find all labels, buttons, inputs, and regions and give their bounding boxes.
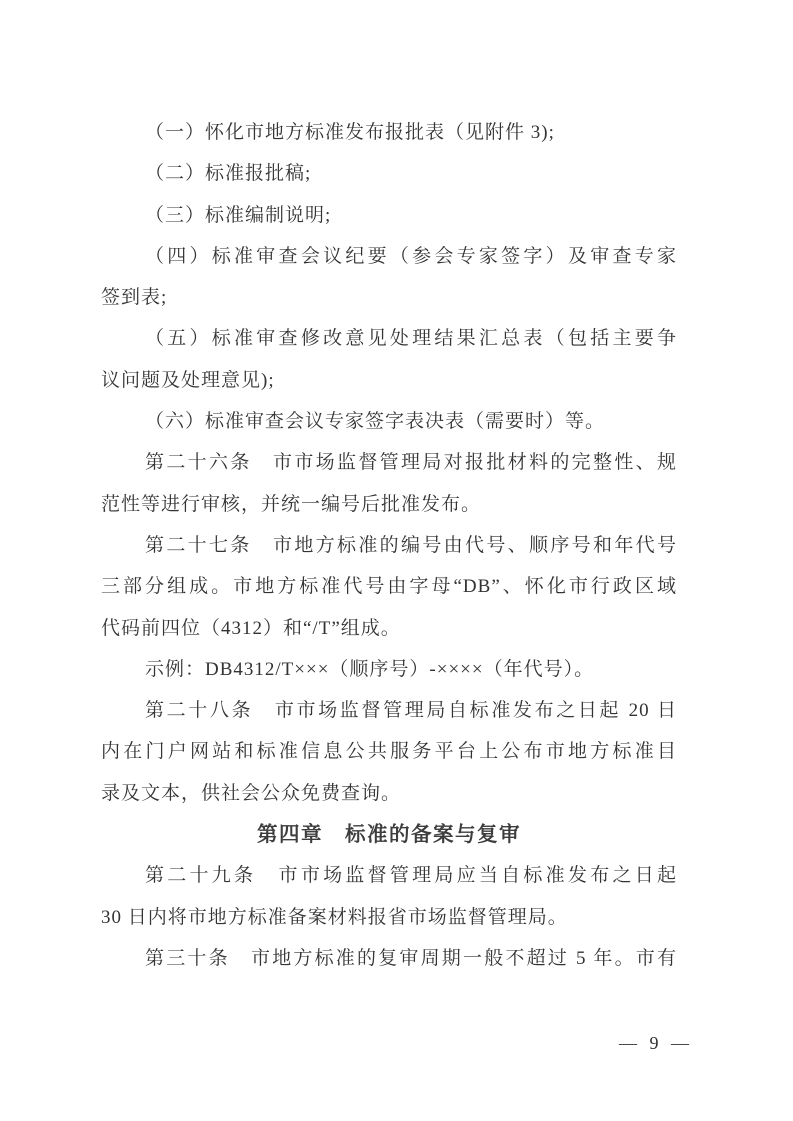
text-line-item-3: （三）标准编制说明;	[145, 204, 332, 226]
text-line-item-4-cont: 签到表;	[101, 287, 168, 309]
text-line-item-2: （二）标准报批稿;	[145, 163, 312, 185]
text-line-article-30: 第三十条 市地方标准的复审周期一般不超过 5 年。市有	[145, 947, 677, 969]
text-line-article-26: 第二十六条 市市场监督管理局对报批材料的完整性、规	[145, 452, 677, 474]
text-line-item-1: （一）怀化市地方标准发布报批表（见附件 3);	[145, 122, 555, 143]
text-line-item-6: （六）标准审查会议专家签字表决表（需要时）等。	[145, 411, 606, 433]
text-line-article-28: 第二十八条 市市场监督管理局自标准发布之日起 20 日	[145, 700, 677, 722]
text-line-item-5: （五）标准审查修改意见处理结果汇总表（包括主要争	[145, 328, 677, 350]
text-line-article-29-cont: 30 日内将市地方标准备案材料报省市场监督管理局。	[101, 906, 568, 928]
text-line-item-5-cont: 议问题及处理意见);	[101, 369, 275, 391]
text-line-article-26-cont: 范性等进行审核，并统一编号后批准发布。	[101, 493, 482, 515]
text-line-article-29: 第二十九条 市市场监督管理局应当自标准发布之日起	[145, 865, 677, 887]
text-line-article-27: 第二十七条 市地方标准的编号由代号、顺序号和年代号	[145, 534, 677, 556]
page-number: — 9 —	[619, 1033, 691, 1053]
text-line-article-27-cont2: 代码前四位（4312）和“/T”组成。	[101, 617, 401, 639]
text-line-article-28-cont1: 内在门户网站和标准信息公共服务平台上公布市地方标准目	[101, 741, 677, 763]
text-line-item-4: （四）标准审查会议纪要（参会专家签字）及审查专家	[145, 245, 677, 267]
document-body	[101, 112, 677, 979]
text-line-article-27-cont1: 三部分组成。市地方标准代号由字母“DB”、怀化市行政区域	[101, 576, 677, 598]
text-line-article-28-cont2: 录及文本，供社会公众免费查询。	[101, 782, 402, 804]
text-line-example: 示例：DB4312/T×××（顺序号）-××××（年代号）。	[145, 658, 595, 680]
chapter-heading: 第四章 标准的备案与复审	[257, 823, 521, 847]
